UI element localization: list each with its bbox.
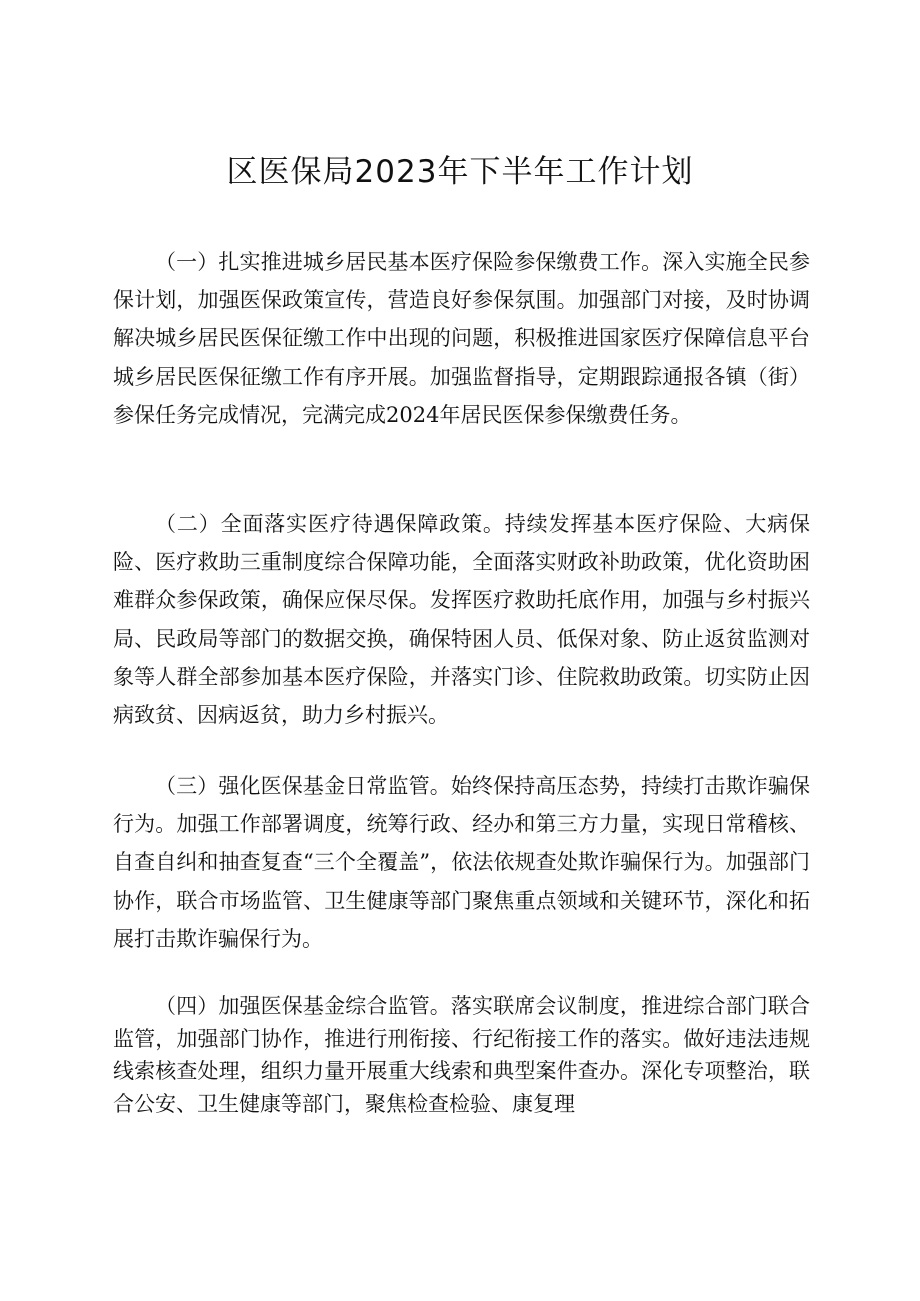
paragraph-1: （一）扎实推进城乡居民基本医疗保险参保缴费工作。深入实施全民参保计划，加强医保政策宣传，营造良好参保氛围。加强部门对接，及时协调解决城乡居民医保征缴工作中出现的问题，积极推进国家医疗保障信息平台城乡居民医保征缴工作有序开展。加强监督指导，定期跟踪通报各镇（街）参保任务完成情况，完满完成2024年居民医保参保缴费任务。 (113, 250, 810, 427)
paragraph-4: （四）加强医保基金综合监管。落实联席会议制度，推进综合部门联合监管，加强部门协作，推进行刑衔接、行纪衔接工作的落实。做好违法违规线索核查处理，组织力量开展重大线索和典型案件查办。深化专项整治，联合公安、卫生健康等部门，聚焦检查检验、康复理 (113, 994, 810, 1116)
document-title: 区医保局2023年下半年工作计划 (226, 154, 694, 190)
paragraph-3: （三）强化医保基金日常监管。始终保持高压态势，持续打击欺诈骗保行为。加强工作部署调度，统筹行政、经办和第三方力量，实现日常稽核、自查自纠和抽查复查“三个全覆盖”，依法依规查处欺诈骗保行为。加强部门协作，联合市场监管、卫生健康等部门聚焦重点领域和关键环节，深化和拓展打击欺诈骗保行为。 (113, 774, 810, 951)
paragraph-2: （二）全面落实医疗待遇保障政策。持续发挥基本医疗保险、大病保险、医疗救助三重制度综合保障功能，全面落实财政补助政策，优化资助困难群众参保政策，确保应保尽保。发挥医疗救助托底作用，加强与乡村振兴局、民政局等部门的数据交换，确保特困人员、低保对象、防止返贫监测对象等人群全部参加基本医疗保险，并落实门诊、住院救助政策。切实防止因病致贫、因病返贫，助力乡村振兴。 (113, 512, 810, 728)
